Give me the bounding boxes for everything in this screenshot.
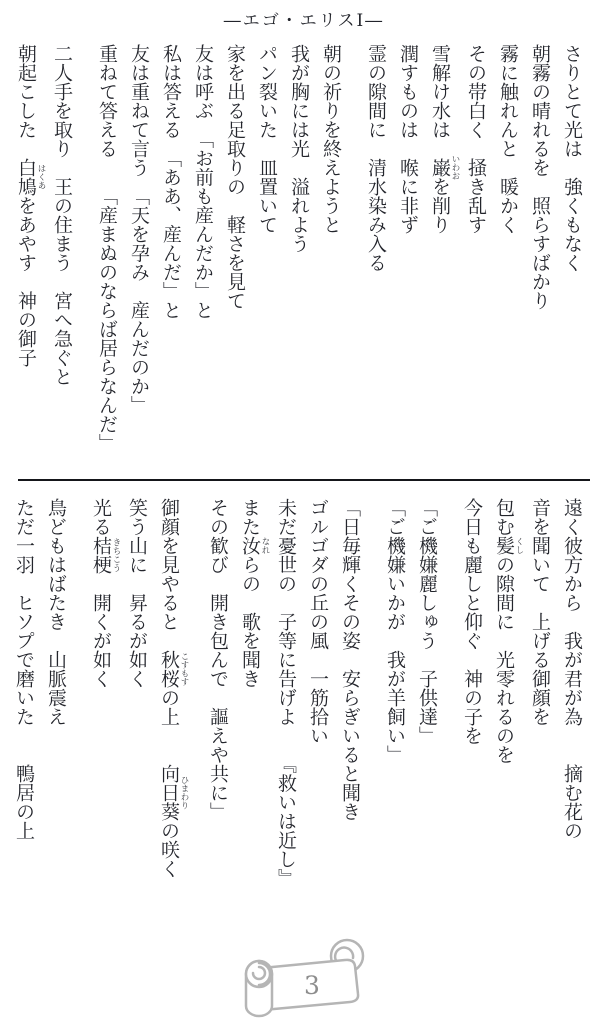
poem-line: 家を出る足取りの 軽さを見て	[224, 44, 246, 310]
stanza	[360, 44, 588, 476]
poem-line: 友は重ねて言う 「天を孕み 産んだのか」	[128, 44, 150, 415]
poem-line: その歓び 開き包んで 謳えや共に」	[207, 498, 229, 821]
poem-line: 御顔を見やると 秋桜 こすもすの上 向日葵 ひまわりの咲く	[158, 498, 189, 878]
stanza	[85, 498, 189, 936]
poem-line: さりとて光は 強くもなく	[561, 44, 583, 272]
poem-line: 潤すものは 喉に非ず	[397, 44, 419, 234]
stanza	[202, 498, 366, 936]
poem-line: 包む髪 くしの隙間に 光零れるのを	[493, 498, 524, 764]
stanza	[379, 498, 443, 936]
ruby-annotated-word: 桔梗 きちこう	[90, 536, 121, 574]
poem-section-lower	[8, 498, 588, 936]
ruby-annotated-word: 髪 くし	[493, 536, 524, 555]
poem-line: 朝起こした 白鳩 はくあをあやす 神の御子	[15, 44, 46, 367]
poem-line: 友は呼ぶ 「お前も産んだか」と	[192, 44, 214, 320]
ruby-annotated-word: 白鳩 はくあ	[15, 158, 46, 196]
poem-line: 笑う山に 昇るが如く	[126, 498, 148, 688]
poem-line: パン裂いた 皿置いて	[256, 44, 278, 234]
poem-line: 「日毎輝くその姿 安らぎいると聞き	[339, 498, 361, 821]
ruby-annotated-word: 向日葵 ひまわり	[158, 764, 189, 821]
scroll-icon	[228, 932, 380, 1024]
ruby-annotated-word: 秋桜 こすもす	[158, 650, 189, 688]
page-number: 3	[304, 971, 320, 1000]
page-indicator	[228, 932, 380, 1024]
poem-line: 光る桔梗 きちこう 開くが如く	[90, 498, 121, 688]
poem-line: ただ一羽 ヒソプで磨いた 鴨居の上	[13, 498, 35, 840]
poem-line: ゴルゴダの丘の風 一筋拾い	[307, 498, 329, 745]
poem-section-upper	[10, 44, 588, 476]
poem-line: また汝 なれらの 歌を聞き	[239, 498, 270, 688]
poem-line: 遠く彼方から 我が君が為 摘む花の	[561, 498, 583, 840]
poem-line: 二人手を取り 王の住まう 宮へ急ぐと	[51, 44, 73, 386]
poem-line: 朝霧の晴れるを 照らすばかり	[529, 44, 551, 310]
poem-line: 重ねて答える 「産まぬのならば居らなんだ」	[96, 44, 118, 453]
ruby-annotated-word: 汝 なれ	[239, 536, 270, 555]
poem-line: 未だ憂世の 子等に告げよ 『救いは近し』	[275, 498, 297, 888]
stanza	[8, 498, 72, 936]
poem-line: 朝の祈りを終えようと	[320, 44, 342, 234]
poem-title: ―エゴ・エリスⅠ―	[223, 11, 385, 31]
section-divider	[18, 479, 590, 481]
stanza	[10, 44, 78, 476]
poem-line: 雪解け水は 巌 いわおを削り	[429, 44, 460, 234]
poem-line: 音を聞いて 上げる御顔を	[529, 498, 551, 726]
poem-line: 霧に触れんと 暖かく	[497, 44, 519, 234]
ruby-annotated-word: 巌 いわお	[429, 154, 460, 181]
poem-line: 鳥どもはばたき 山脈震え	[45, 498, 67, 726]
poem-line: 「ご機嫌麗しゅう 子供達」	[416, 498, 438, 745]
poem-line: 私は答える 「ああ、産んだ」と	[160, 44, 182, 320]
poem-line: 「ご機嫌いかが 我が羊飼い」	[384, 498, 406, 764]
poem-line: 今日も麗しと仰ぐ 神の子を	[461, 498, 483, 745]
stanza	[91, 44, 347, 476]
stanza	[456, 498, 588, 936]
poem-line: 我が胸には光 溢れよう	[288, 44, 310, 253]
poem-line: その帯白く 掻き乱す	[465, 44, 487, 234]
poem-line: 霊の隙間に 清水染み入る	[365, 44, 387, 272]
